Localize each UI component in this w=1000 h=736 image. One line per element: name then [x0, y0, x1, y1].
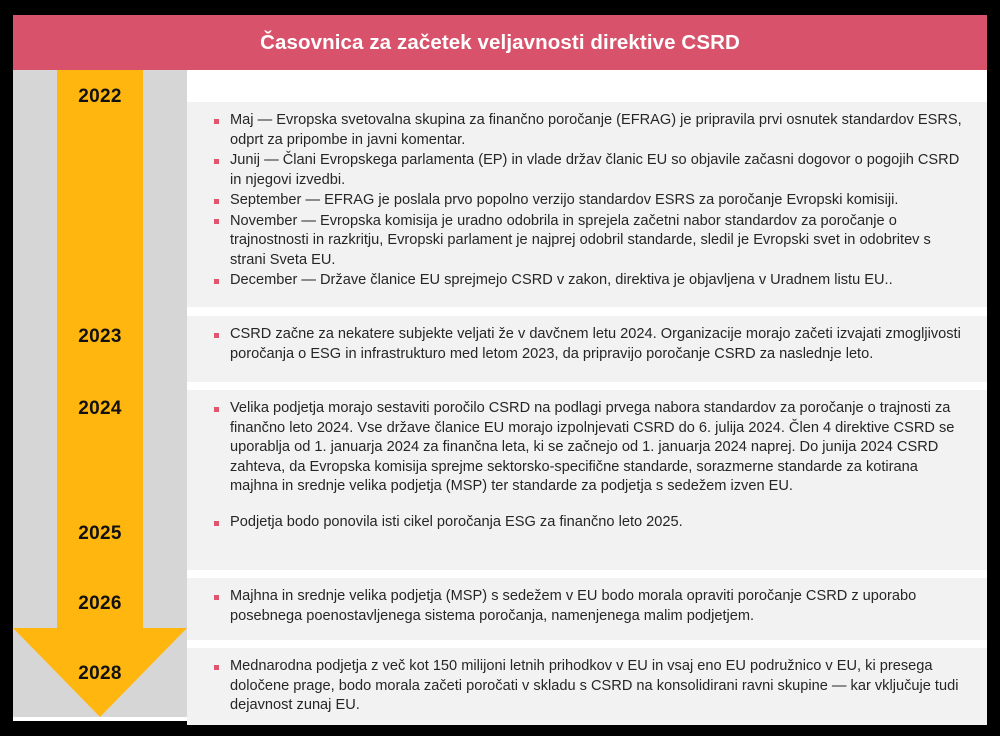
bullet-item: [213, 151, 965, 190]
timeline-panel-2028: [187, 648, 987, 725]
bullet-list: [213, 111, 965, 291]
timeline-arrow-shaft: [57, 70, 143, 630]
bullet-text: Junij — Člani Evropskega parlamenta (EP) in vlade držav članic EU so objavile začasni dogovor o pogojih CSRD in njegovi izvedbi.: [230, 152, 960, 188]
bullet-square-icon: [214, 333, 219, 338]
bullet-item: [213, 111, 965, 150]
bullet-item: [213, 191, 965, 211]
bullet-item: [213, 325, 965, 364]
year-label-2025: 2025: [78, 523, 122, 544]
title-bar: [13, 15, 987, 70]
timeline-panel-2026: [187, 578, 987, 640]
bullet-list: [213, 325, 965, 364]
bullet-square-icon: [214, 407, 219, 412]
bullet-item: [213, 587, 965, 626]
bullet-item: [213, 212, 965, 271]
bullet-text: Mednarodna podjetja z več kot 150 milijoni letnih prihodkov v EU in vsaj eno EU podružnico v EU, ki presega določene prage, bodo morala začeti poročati v skladu s CSRD na konsolidirani ravni skupine — kar vključuje tudi dejavnost zunaj EU.: [230, 658, 959, 713]
bullet-text: Majhna in srednje velika podjetja (MSP) s sedežem v EU bodo morala opraviti poročanje CSRD z uporabo posebnega poenostavljenega sistema poročanja, namenjenega malim podjetjem.: [230, 588, 917, 624]
timeline-panel-2025: [187, 504, 987, 570]
year-label-2023: 2023: [78, 326, 122, 347]
year-label-2024: 2024: [78, 398, 122, 419]
bullet-square-icon: [214, 159, 219, 164]
year-label-2022: 2022: [78, 86, 122, 107]
timeline-panel-2024: [187, 390, 987, 506]
bullet-list: [213, 513, 965, 533]
bullet-item: [213, 657, 965, 716]
timeline-body: [13, 70, 987, 721]
timeline-panel-2022: [187, 102, 987, 307]
bullet-square-icon: [214, 119, 219, 124]
timeline-panel-2023: [187, 316, 987, 382]
bullet-list: [213, 587, 965, 626]
bullet-text: Velika podjetja morajo sestaviti poročilo CSRD na podlagi prvega nabora standardov za poročanje o trajnosti za finančno leto 2024. Vse države članice EU morajo izpolnjevati CSRD do 6. julija 2024. Člen 4 direktive CSRD se uporablja od 1. januarja 2024 za finančna leta, ki se začnejo od 1. januarja 2024 naprej. Do junija 2024 CSRD zahteva, da Evropska komisija sprejme sektorsko-specifične standarde, sorazmerne standarde za kotirana majhna in srednje velika podjetja (MSP) ter standarde za podjetja s sedežem izven EU.: [230, 400, 955, 494]
bullet-text: September — EFRAG je poslala prvo popolno verzijo standardov ESRS za poročanje Evropski komisiji.: [230, 192, 899, 208]
bullet-square-icon: [214, 665, 219, 670]
bullet-text: CSRD začne za nekatere subjekte veljati že v davčnem letu 2024. Organizacije morajo začeti izvajati zmogljivosti poročanja o ESG in infrastrukturo med letom 2023, da pripravijo poročanje CSRD za naslednje leto.: [230, 326, 961, 362]
page-title: Časovnica za začetek veljavnosti direktive CSRD: [260, 30, 740, 54]
bullet-item: [213, 513, 965, 533]
bullet-square-icon: [214, 521, 219, 526]
bullet-square-icon: [214, 279, 219, 284]
timeline-panel-group: [187, 70, 987, 721]
bullet-item: [213, 271, 965, 291]
year-rail: [13, 70, 187, 717]
bullet-text: November — Evropska komisija je uradno odobrila in sprejela začetni nabor standardov za poročanje o trajnostnosti in razkritju, Evropski parlament je najprej odobril standarde, sledil je Evropski svet in odobritev s strani Sveta EU.: [230, 212, 931, 268]
bullet-square-icon: [214, 219, 219, 224]
year-label-2026: 2026: [78, 593, 122, 614]
bullet-list: [213, 657, 965, 716]
bullet-text: December — Države članice EU sprejmejo CSRD v zakon, direktiva je objavljena v Uradnem listu EU..: [230, 272, 893, 288]
bullet-text: Podjetja bodo ponovila isti cikel poročanja ESG za finančno leto 2025.: [230, 514, 683, 530]
bullet-square-icon: [214, 595, 219, 600]
bullet-text: Maj — Evropska svetovalna skupina za finančno poročanje (EFRAG) je pripravila prvi osnutek standardov ESRS, odprt za pripombe in javni komentar.: [230, 112, 962, 148]
bullet-list: [213, 399, 965, 497]
bullet-square-icon: [214, 199, 219, 204]
year-label-2028: 2028: [78, 663, 122, 684]
bullet-item: [213, 399, 965, 497]
